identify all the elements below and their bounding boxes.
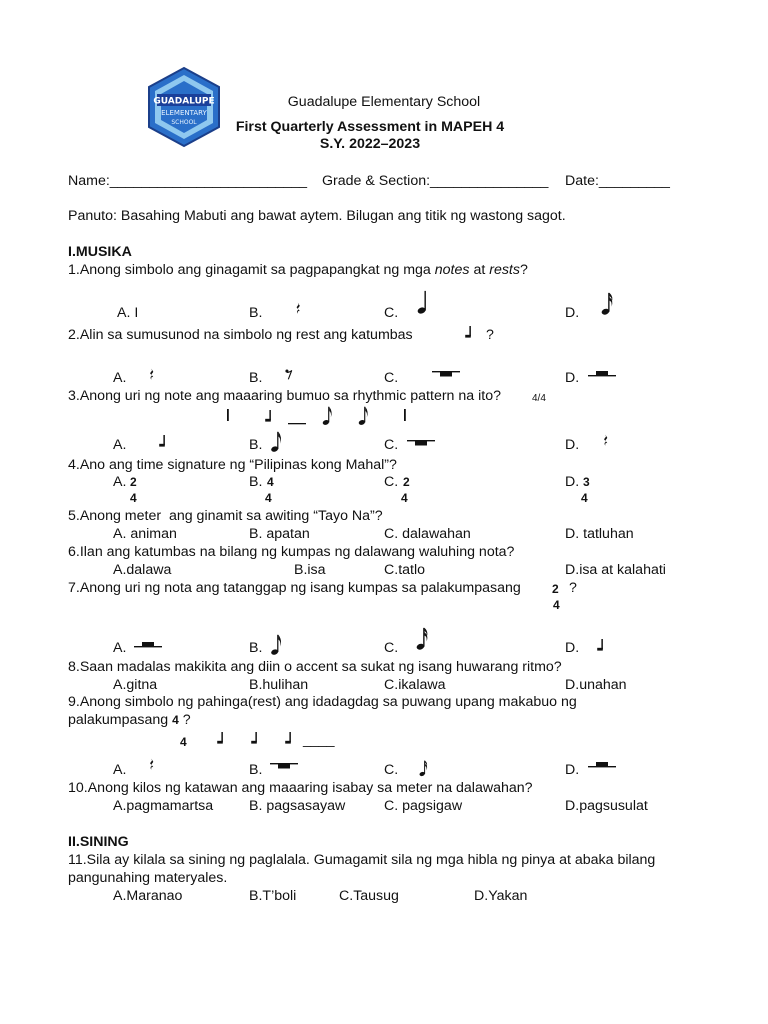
- q3-option-a[interactable]: A.: [113, 437, 127, 453]
- whole-rest-icon: [432, 369, 460, 379]
- whole-rest-icon: [407, 438, 435, 448]
- q2-option-b[interactable]: B.: [249, 370, 263, 386]
- q6-option-a[interactable]: A.dalawa: [113, 562, 172, 578]
- assessment-title: First Quarterly Assessment in MAPEH 4: [235, 119, 505, 135]
- half-rest-icon: [134, 640, 162, 650]
- time-signature-label: 4/4: [532, 393, 546, 404]
- q9-pattern-sig: 4: [180, 735, 187, 749]
- q7-option-c[interactable]: C.: [384, 640, 399, 656]
- q7-option-d[interactable]: D.: [565, 640, 580, 656]
- q4-c-bottom: 4: [401, 491, 408, 505]
- q3-option-b[interactable]: B.: [249, 437, 263, 453]
- q9-option-a[interactable]: A.: [113, 762, 127, 778]
- q8-option-a[interactable]: A.gitna: [113, 677, 158, 693]
- question-4: 4.Ano ang time signature ng “Pilipinas kong Mahal”?: [68, 457, 397, 473]
- question-2: 2.Alin sa sumusunod na simbolo ng rest ang katumbas: [68, 327, 413, 343]
- q6-option-c[interactable]: C.tatlo: [384, 562, 426, 578]
- svg-text:ELEMENTARY: ELEMENTARY: [161, 109, 207, 117]
- q4-b-bottom: 4: [265, 491, 272, 505]
- quarter-note-small-icon: [250, 732, 258, 745]
- q5-option-b[interactable]: B. apatan: [249, 526, 310, 542]
- q9-option-b[interactable]: B.: [249, 762, 263, 778]
- q4-a-bottom: 4: [130, 491, 137, 505]
- q4-option-d[interactable]: D.: [565, 474, 580, 490]
- q2-option-a[interactable]: A.: [113, 370, 127, 386]
- question-6: 6.Ilan ang katumbas na bilang ng kumpas ng dalawang waluhing nota?: [68, 544, 515, 560]
- svg-text:GUADALUPE: GUADALUPE: [153, 96, 215, 107]
- q10-option-c[interactable]: C. pagsigaw: [384, 798, 463, 814]
- q10-option-b[interactable]: B. pagsasayaw: [249, 798, 346, 814]
- school-year: S.Y. 2022–2023: [319, 136, 421, 152]
- question-11-line-1: 11.Sila ay kilala sa sining ng paglalala. Gumagamit sila ng mga hibla ng pinya at abaka bilang: [68, 852, 656, 868]
- svg-text:SCHOOL: SCHOOL: [171, 119, 197, 126]
- q8-option-d[interactable]: D.unahan: [565, 677, 627, 693]
- whole-rest-icon: [270, 761, 298, 771]
- quarter-note-icon: [417, 290, 428, 315]
- q11-option-a[interactable]: A.Maranao: [113, 888, 183, 904]
- question-1: 1.Anong simbolo ang ginagamit sa pagpapangkat ng mga notes at rests?: [68, 262, 528, 278]
- instruction: Panuto: Basahing Mabuti ang bawat aytem. Bilugan ang titik ng wastong sagot.: [68, 208, 566, 224]
- q6-option-b[interactable]: B.isa: [294, 562, 326, 578]
- question-7: 7.Anong uri ng nota ang tatanggap ng isang kumpas sa palakumpasang: [68, 580, 521, 596]
- q4-option-a[interactable]: A.: [113, 474, 127, 490]
- q8-option-c[interactable]: C.ikalawa: [384, 677, 446, 693]
- q5-option-d[interactable]: D. tatluhan: [565, 526, 634, 542]
- q11-option-d[interactable]: D.Yakan: [474, 888, 528, 904]
- quarter-rest-icon: [602, 434, 610, 447]
- q4-d-top: 3: [583, 475, 590, 489]
- sixteenth-note-icon: [418, 760, 430, 777]
- school-name: Guadalupe Elementary School: [287, 94, 481, 110]
- q4-a-top: 2: [130, 475, 137, 489]
- rhythm-pattern: [224, 406, 424, 437]
- q4-c-top: 2: [403, 475, 410, 489]
- quarter-note-small-icon: [284, 732, 292, 745]
- sixteenth-note-icon: [416, 627, 430, 651]
- question-9-line-2: palakumpasang 4 ?: [68, 712, 191, 728]
- quarter-rest-icon: [148, 758, 156, 771]
- question-11-line-2: pangunahing materyales.: [68, 870, 228, 886]
- q4-option-c[interactable]: C.: [384, 474, 399, 490]
- q7-option-b[interactable]: B.: [249, 640, 263, 656]
- question-10: 10.Anong kilos ng katawan ang maaaring isabay sa meter na dalawahan?: [68, 780, 533, 796]
- quarter-note-small-icon: [216, 732, 224, 745]
- half-rest-icon: [588, 760, 616, 770]
- question-9-line-1: 9.Anong simbolo ng pahinga(rest) ang idadagdag sa puwang upang makabuo ng: [68, 694, 577, 710]
- q7-mark: ?: [569, 580, 577, 596]
- q1-option-c[interactable]: C.: [384, 305, 399, 321]
- q2-option-c[interactable]: C.: [384, 370, 399, 386]
- question-5: 5.Anong meter ang ginamit sa awiting “Tayo Na”?: [68, 508, 383, 524]
- eighth-note-icon: [270, 634, 284, 656]
- q1-option-a[interactable]: A. I: [117, 305, 139, 321]
- q7-sig-bottom: 4: [553, 598, 560, 612]
- quarter-note-small-icon: [158, 435, 166, 448]
- q9-option-d[interactable]: D.: [565, 762, 580, 778]
- quarter-rest-icon: [148, 368, 156, 381]
- q4-option-b[interactable]: B.: [249, 474, 263, 490]
- date-field[interactable]: Date:_________: [565, 173, 670, 189]
- sixteenth-note-icon: [601, 292, 615, 316]
- eighth-note-icon: [270, 431, 284, 453]
- quarter-note-small-icon: [596, 639, 604, 652]
- eighth-rest-icon: [284, 369, 294, 380]
- q5-option-c[interactable]: C. dalawahan: [384, 526, 471, 542]
- q11-option-b[interactable]: B.T’boli: [249, 888, 297, 904]
- q7-option-a[interactable]: A.: [113, 640, 127, 656]
- q3-option-d[interactable]: D.: [565, 437, 580, 453]
- q3-option-c[interactable]: C.: [384, 437, 399, 453]
- question-8: 8.Saan madalas makikita ang diin o accent sa sukat ng isang huwarang ritmo?: [68, 659, 562, 675]
- q11-option-c[interactable]: C.Tausug: [339, 888, 399, 904]
- grade-section-field[interactable]: Grade & Section:_______________: [322, 173, 549, 189]
- section-musika: I.MUSIKA: [68, 244, 132, 260]
- quarter-rest-icon: [295, 302, 302, 315]
- section-sining: II.SINING: [68, 834, 129, 850]
- question-3: 3.Anong uri ng note ang maaaring bumuo sa rhythmic pattern na ito?: [68, 388, 501, 404]
- q1-option-d[interactable]: D.: [565, 305, 580, 321]
- name-field[interactable]: Name:_________________________: [68, 173, 308, 189]
- q4-d-bottom: 4: [581, 491, 588, 505]
- q1-option-b[interactable]: B.: [249, 305, 263, 321]
- q5-option-a[interactable]: A. animan: [113, 526, 177, 542]
- q2-option-d[interactable]: D.: [565, 370, 580, 386]
- question-2-mark: ?: [486, 327, 494, 343]
- q8-option-b[interactable]: B.hulihan: [249, 677, 309, 693]
- q9-option-c[interactable]: C.: [384, 762, 399, 778]
- half-rest-icon: [588, 369, 616, 379]
- q6-option-d[interactable]: D.isa at kalahati: [565, 562, 666, 578]
- q4-b-top: 4: [267, 475, 274, 489]
- q9-blank: ____: [303, 732, 335, 748]
- q10-option-d[interactable]: D.pagsusulat: [565, 798, 648, 814]
- q10-option-a[interactable]: A.pagmamartsa: [113, 798, 214, 814]
- q7-sig-top: 2: [552, 582, 559, 596]
- quarter-note-small-icon: [464, 326, 472, 339]
